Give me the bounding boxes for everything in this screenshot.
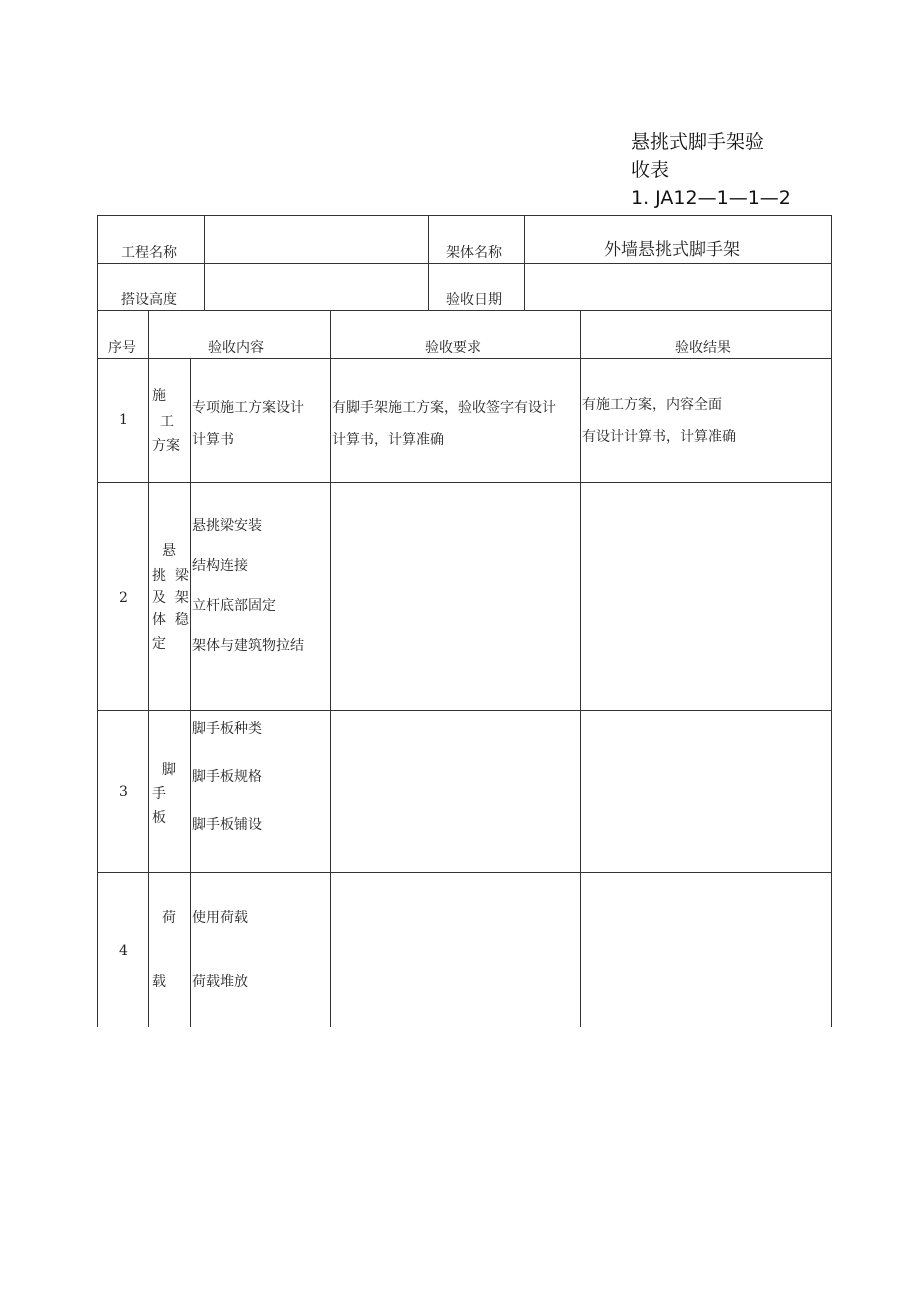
row-category: 手 (152, 786, 166, 802)
grid-line (428, 215, 429, 310)
row-seq: 1 (119, 412, 128, 428)
grid-line (97, 215, 98, 1027)
grid-line (97, 310, 832, 311)
row-item: 悬挑梁安装 (192, 518, 262, 534)
grid-line (524, 215, 525, 310)
grid-line (330, 310, 331, 1027)
grid-line (97, 872, 832, 873)
column-header-result: 验收结果 (675, 340, 731, 356)
form-code: 1. JA12—1—1—2 (631, 187, 791, 209)
row-category: 施 (152, 388, 166, 404)
height-label: 搭设高度 (121, 292, 177, 308)
row-requirement: 有脚手架施工方案，验收签字有设计 (332, 400, 556, 416)
title-line-1: 悬挑式脚手架验 (631, 131, 765, 153)
column-header-requirement: 验收要求 (425, 340, 481, 356)
row-category: 方案 (152, 438, 180, 454)
date-value[interactable] (530, 290, 820, 310)
row-category: 工 (160, 414, 174, 430)
row-category: 挑 梁 (152, 568, 189, 584)
row-item: 专项施工方案设计 (192, 400, 304, 416)
row-category: 定 (152, 636, 166, 652)
row-seq: 2 (119, 590, 128, 606)
grid-line (97, 482, 832, 483)
grid-line (97, 710, 832, 711)
row-item: 脚手板铺设 (192, 817, 262, 833)
column-header-seq: 序号 (108, 340, 136, 356)
row-item: 脚手板种类 (192, 721, 262, 737)
grid-line (831, 215, 832, 1027)
row-category: 悬 (162, 543, 176, 559)
title-line-2: 收表 (631, 159, 670, 181)
grid-line (580, 310, 581, 1027)
row-result: 有设计计算书，计算准确 (582, 429, 736, 445)
row-category: 板 (152, 810, 166, 826)
row-category: 及 架 (152, 590, 189, 606)
row-seq: 4 (119, 943, 128, 959)
row-item: 架体与建筑物拉结 (192, 638, 304, 654)
grid-line (204, 215, 205, 310)
row-item: 荷载堆放 (192, 974, 248, 990)
row-category: 荷 (162, 910, 176, 926)
grid-line (148, 310, 149, 1027)
row-seq: 3 (119, 784, 128, 800)
grid-line (97, 358, 832, 359)
column-header-content: 验收内容 (208, 340, 264, 356)
row-item: 使用荷载 (192, 910, 248, 926)
row-category: 体 稳 (152, 612, 189, 628)
frame-name-value[interactable]: 外墙悬挑式脚手架 (604, 240, 740, 260)
height-value[interactable] (210, 290, 420, 310)
row-item: 立杆底部固定 (192, 598, 276, 614)
row-item: 计算书 (192, 432, 234, 448)
project-name-label: 工程名称 (121, 245, 177, 261)
row-requirement: 计算书，计算准确 (332, 432, 444, 448)
row-item: 结构连接 (192, 558, 248, 574)
row-category: 载 (152, 974, 166, 990)
frame-name-label: 架体名称 (446, 245, 502, 261)
form-title (631, 128, 831, 212)
grid-line (97, 215, 832, 216)
project-name-value[interactable] (210, 243, 420, 263)
date-label: 验收日期 (446, 292, 502, 308)
grid-line (97, 263, 832, 264)
row-result: 有施工方案，内容全面 (582, 397, 722, 413)
row-category: 脚 (162, 762, 176, 778)
grid-line (190, 358, 191, 1027)
row-item: 脚手板规格 (192, 769, 262, 785)
